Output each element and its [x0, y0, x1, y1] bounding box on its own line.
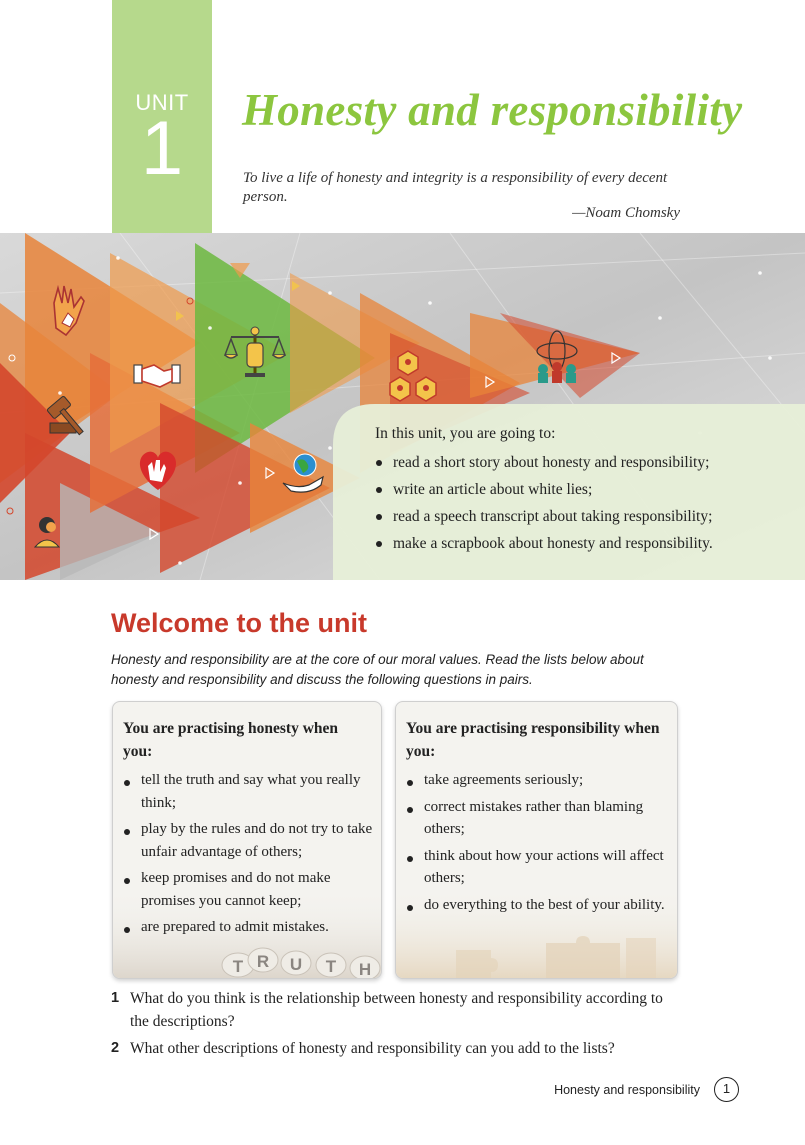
honesty-item: are prepared to admit mistakes.	[123, 916, 373, 939]
truth-letter: T	[232, 957, 244, 976]
responsibility-item: think about how your actions will affect others;	[406, 845, 669, 890]
truth-letter: T	[325, 957, 337, 976]
question-text: What other descriptions of honesty and responsibility can you add to the lists?	[130, 1040, 615, 1057]
truth-letter: R	[256, 952, 270, 971]
unit-label: UNIT	[135, 90, 189, 115]
goal-item: make a scrapbook about honesty and responsibility.	[375, 530, 795, 557]
honesty-item: tell the truth and say what you really think;	[123, 769, 373, 814]
question-item	[111, 1037, 681, 1060]
question-number: 2	[111, 1040, 120, 1056]
honesty-item: keep promises and do not make promises you cannot keep;	[123, 867, 373, 912]
unit-tab	[112, 0, 212, 233]
responsibility-heading: You are practising responsibility when you:	[406, 720, 660, 760]
goals-intro: In this unit, you are going to:	[375, 425, 556, 442]
goal-item: write an article about white lies;	[375, 476, 795, 503]
truth-letter: U	[289, 955, 303, 974]
responsibility-item: do everything to the best of your ability.	[406, 894, 669, 917]
discussion-questions	[111, 987, 681, 1064]
running-footer-title: Honesty and responsibility	[554, 1083, 700, 1097]
question-item	[111, 987, 681, 1033]
responsibility-item: correct mistakes rather than blaming others;	[406, 796, 669, 841]
responsibility-item: take agreements seriously;	[406, 769, 669, 792]
honesty-item: play by the rules and do not try to take unfair advantage of others;	[123, 818, 373, 863]
page-number: 1	[714, 1077, 739, 1102]
unit-goals	[375, 425, 795, 557]
section-heading: Welcome to the unit	[111, 608, 368, 638]
honesty-heading: You are practising honesty when you:	[123, 720, 339, 760]
epigraph-quote: To live a life of honesty and integrity is a responsibility of every decent person.	[243, 170, 668, 205]
truth-letter: H	[358, 960, 372, 978]
question-number: 1	[111, 990, 120, 1006]
epigraph-author: —Noam Chomsky	[572, 205, 680, 221]
goal-item: read a speech transcript about taking responsibility;	[375, 503, 795, 530]
responsibility-box	[395, 701, 678, 979]
unit-number: 1	[140, 106, 184, 191]
goal-item: read a short story about honesty and responsibility;	[375, 449, 795, 476]
unit-title: Honesty and responsibility	[242, 85, 743, 135]
honesty-box	[112, 701, 382, 979]
section-intro: Honesty and responsibility are at the core of our moral values. Read the lists below about honesty and responsibility and discuss the following questions in pairs.	[111, 652, 644, 687]
question-text: What do you think is the relationship between honesty and responsibility according to the descriptions?	[130, 990, 663, 1030]
